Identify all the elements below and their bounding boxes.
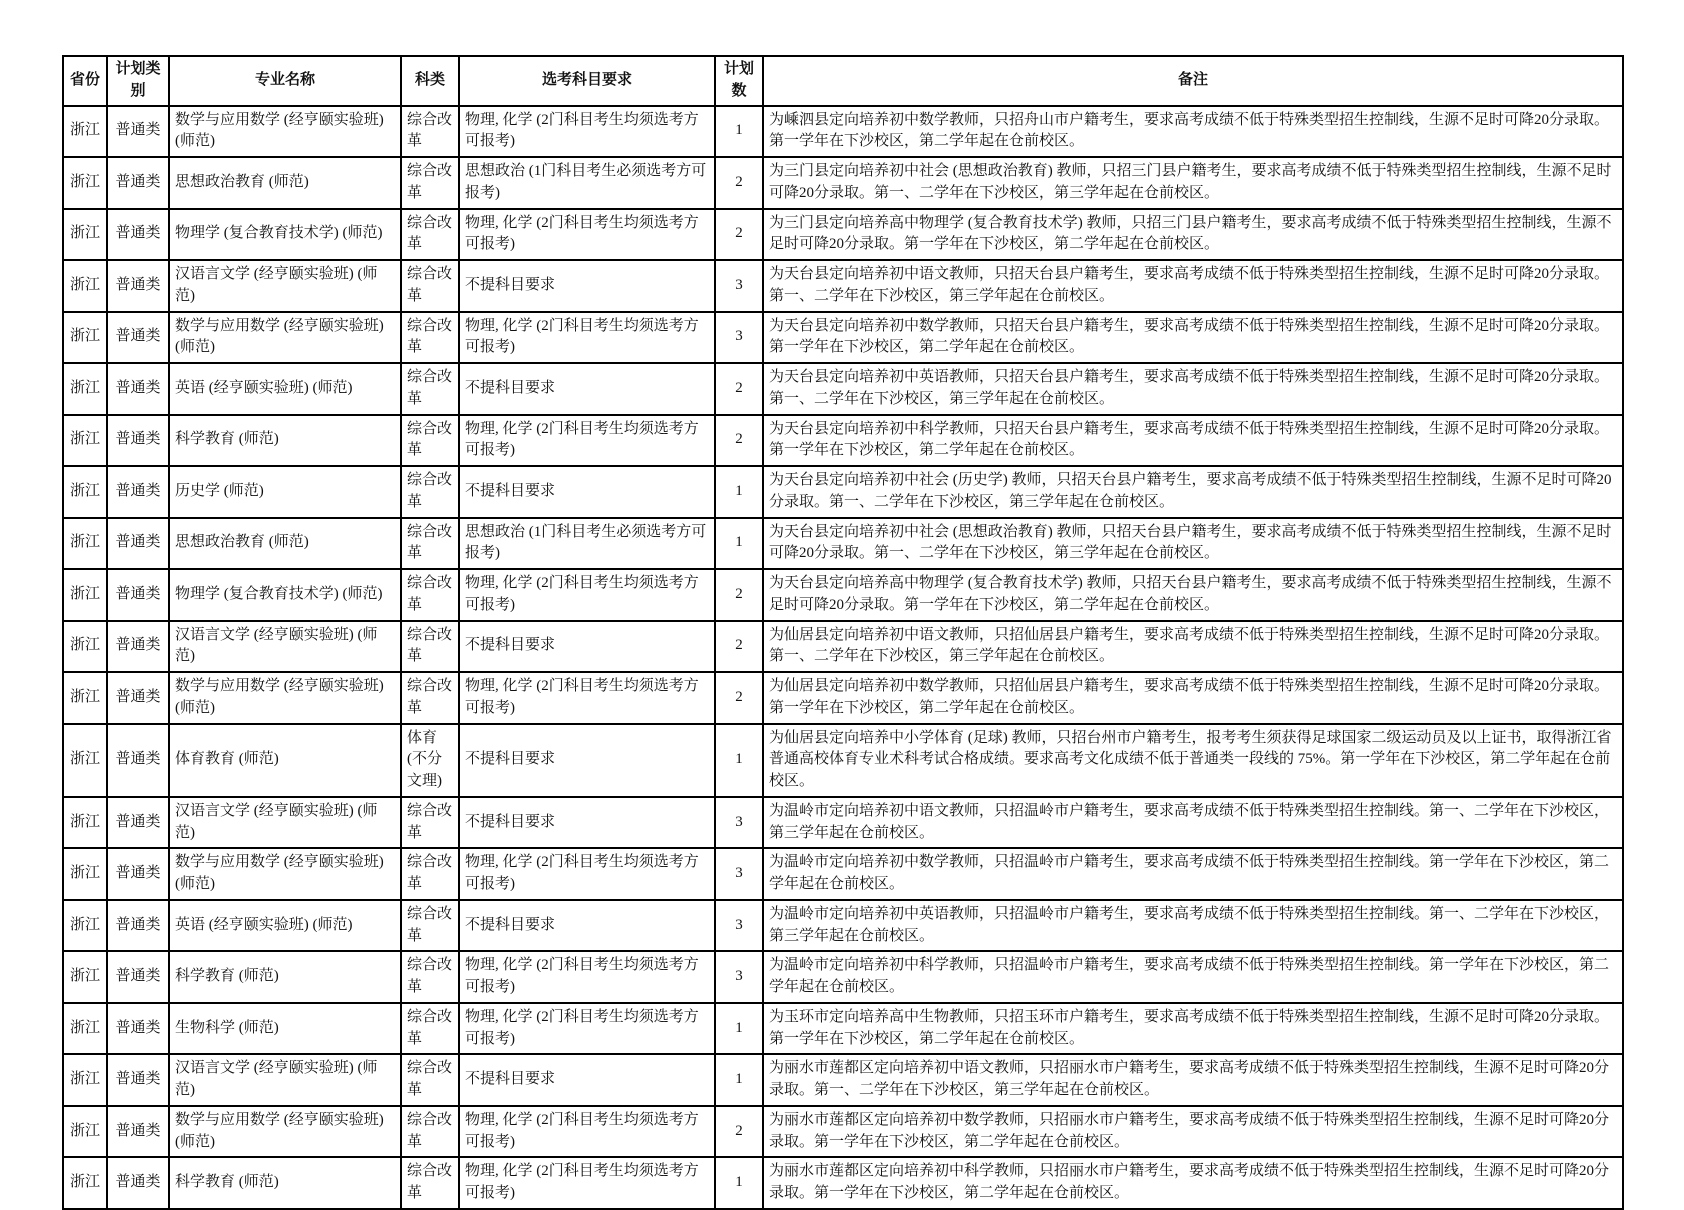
cell-province: 浙江 bbox=[63, 900, 107, 952]
cell-plan-count: 2 bbox=[715, 672, 763, 724]
cell-province: 浙江 bbox=[63, 1106, 107, 1158]
cell-major-name: 生物科学 (师范) bbox=[169, 1003, 401, 1055]
header-major-name: 专业名称 bbox=[169, 56, 401, 106]
cell-remark: 为温岭市定向培养初中语文教师，只招温岭市户籍考生，要求高考成绩不低于特殊类型招生控制线。第一、二学年在下沙校区，第三学年起在仓前校区。 bbox=[763, 797, 1623, 849]
cell-province: 浙江 bbox=[63, 672, 107, 724]
cell-remark: 为天台县定向培养初中社会 (思想政治教育) 教师，只招天台县户籍考生，要求高考成绩不低于特殊类型招生控制线，生源不足时可降20分录取。第一、二学年在下沙校区，第三学年起在仓前校区。 bbox=[763, 518, 1623, 570]
cell-subject-type: 综合改革 bbox=[401, 672, 459, 724]
cell-plan-category: 普通类 bbox=[107, 363, 169, 415]
enrollment-plan-table bbox=[62, 55, 1624, 1210]
cell-major-name: 思想政治教育 (师范) bbox=[169, 518, 401, 570]
cell-plan-count: 2 bbox=[715, 363, 763, 415]
cell-major-name: 汉语言文学 (经亨颐实验班) (师范) bbox=[169, 621, 401, 673]
cell-exam-requirement: 不提科目要求 bbox=[459, 466, 715, 518]
cell-exam-requirement: 不提科目要求 bbox=[459, 260, 715, 312]
cell-exam-requirement: 不提科目要求 bbox=[459, 900, 715, 952]
cell-plan-category: 普通类 bbox=[107, 797, 169, 849]
table-row bbox=[63, 106, 1623, 158]
table-row bbox=[63, 157, 1623, 209]
cell-plan-category: 普通类 bbox=[107, 415, 169, 467]
cell-major-name: 科学教育 (师范) bbox=[169, 415, 401, 467]
cell-exam-requirement: 物理, 化学 (2门科目考生均须选考方可报考) bbox=[459, 209, 715, 261]
cell-major-name: 数学与应用数学 (经亨颐实验班) (师范) bbox=[169, 1106, 401, 1158]
cell-exam-requirement: 物理, 化学 (2门科目考生均须选考方可报考) bbox=[459, 569, 715, 621]
cell-exam-requirement: 物理, 化学 (2门科目考生均须选考方可报考) bbox=[459, 415, 715, 467]
cell-plan-count: 2 bbox=[715, 415, 763, 467]
cell-subject-type: 综合改革 bbox=[401, 848, 459, 900]
table-row bbox=[63, 724, 1623, 797]
cell-exam-requirement: 物理, 化学 (2门科目考生均须选考方可报考) bbox=[459, 672, 715, 724]
cell-plan-count: 3 bbox=[715, 848, 763, 900]
cell-major-name: 英语 (经亨颐实验班) (师范) bbox=[169, 900, 401, 952]
cell-plan-count: 1 bbox=[715, 1003, 763, 1055]
cell-exam-requirement: 不提科目要求 bbox=[459, 1054, 715, 1106]
cell-plan-category: 普通类 bbox=[107, 1106, 169, 1158]
cell-plan-count: 2 bbox=[715, 209, 763, 261]
cell-province: 浙江 bbox=[63, 157, 107, 209]
cell-remark: 为丽水市莲都区定向培养初中语文教师，只招丽水市户籍考生，要求高考成绩不低于特殊类型招生控制线，生源不足时可降20分录取。第一、二学年在下沙校区，第三学年起在仓前校区。 bbox=[763, 1054, 1623, 1106]
cell-remark: 为三门县定向培养初中社会 (思想政治教育) 教师，只招三门县户籍考生，要求高考成绩不低于特殊类型招生控制线，生源不足时可降20分录取。第一、二学年在下沙校区，第三学年起在仓前校区。 bbox=[763, 157, 1623, 209]
cell-subject-type: 综合改革 bbox=[401, 900, 459, 952]
cell-remark: 为仙居县定向培养初中语文教师，只招仙居县户籍考生，要求高考成绩不低于特殊类型招生控制线，生源不足时可降20分录取。第一、二学年在下沙校区，第三学年起在仓前校区。 bbox=[763, 621, 1623, 673]
cell-plan-category: 普通类 bbox=[107, 569, 169, 621]
table-row bbox=[63, 518, 1623, 570]
header-subject-type: 科类 bbox=[401, 56, 459, 106]
cell-exam-requirement: 物理, 化学 (2门科目考生均须选考方可报考) bbox=[459, 1106, 715, 1158]
table-row bbox=[63, 1054, 1623, 1106]
cell-province: 浙江 bbox=[63, 1054, 107, 1106]
cell-province: 浙江 bbox=[63, 1003, 107, 1055]
cell-plan-count: 3 bbox=[715, 260, 763, 312]
cell-plan-category: 普通类 bbox=[107, 157, 169, 209]
cell-plan-count: 1 bbox=[715, 1157, 763, 1209]
cell-remark: 为三门县定向培养高中物理学 (复合教育技术学) 教师，只招三门县户籍考生，要求高考成绩不低于特殊类型招生控制线，生源不足时可降20分录取。第一学年在下沙校区，第二学年起在仓前校区。 bbox=[763, 209, 1623, 261]
cell-exam-requirement: 不提科目要求 bbox=[459, 363, 715, 415]
cell-exam-requirement: 物理, 化学 (2门科目考生均须选考方可报考) bbox=[459, 951, 715, 1003]
cell-exam-requirement: 不提科目要求 bbox=[459, 797, 715, 849]
cell-province: 浙江 bbox=[63, 1157, 107, 1209]
cell-remark: 为天台县定向培养高中物理学 (复合教育技术学) 教师，只招天台县户籍考生，要求高考成绩不低于特殊类型招生控制线，生源不足时可降20分录取。第一学年在下沙校区，第二学年起在仓前校区。 bbox=[763, 569, 1623, 621]
cell-plan-category: 普通类 bbox=[107, 848, 169, 900]
cell-remark: 为温岭市定向培养初中科学教师，只招温岭市户籍考生，要求高考成绩不低于特殊类型招生控制线。第一学年在下沙校区，第二学年起在仓前校区。 bbox=[763, 951, 1623, 1003]
cell-subject-type: 综合改革 bbox=[401, 106, 459, 158]
header-row bbox=[63, 56, 1623, 106]
table-row bbox=[63, 466, 1623, 518]
cell-remark: 为天台县定向培养初中科学教师，只招天台县户籍考生，要求高考成绩不低于特殊类型招生控制线，生源不足时可降20分录取。第一学年在下沙校区，第二学年起在仓前校区。 bbox=[763, 415, 1623, 467]
cell-remark: 为天台县定向培养初中语文教师，只招天台县户籍考生，要求高考成绩不低于特殊类型招生控制线，生源不足时可降20分录取。第一、二学年在下沙校区，第三学年起在仓前校区。 bbox=[763, 260, 1623, 312]
table-row bbox=[63, 209, 1623, 261]
cell-major-name: 汉语言文学 (经亨颐实验班) (师范) bbox=[169, 797, 401, 849]
cell-province: 浙江 bbox=[63, 621, 107, 673]
cell-plan-category: 普通类 bbox=[107, 260, 169, 312]
cell-major-name: 数学与应用数学 (经亨颐实验班) (师范) bbox=[169, 106, 401, 158]
cell-major-name: 数学与应用数学 (经亨颐实验班) (师范) bbox=[169, 848, 401, 900]
cell-province: 浙江 bbox=[63, 724, 107, 797]
table-row bbox=[63, 1106, 1623, 1158]
cell-plan-category: 普通类 bbox=[107, 951, 169, 1003]
cell-subject-type: 综合改革 bbox=[401, 1157, 459, 1209]
cell-subject-type: 综合改革 bbox=[401, 260, 459, 312]
cell-plan-count: 3 bbox=[715, 797, 763, 849]
cell-province: 浙江 bbox=[63, 106, 107, 158]
cell-remark: 为嵊泗县定向培养初中数学教师，只招舟山市户籍考生，要求高考成绩不低于特殊类型招生控制线，生源不足时可降20分录取。第一学年在下沙校区，第二学年起在仓前校区。 bbox=[763, 106, 1623, 158]
cell-subject-type: 综合改革 bbox=[401, 569, 459, 621]
cell-plan-category: 普通类 bbox=[107, 312, 169, 364]
cell-remark: 为温岭市定向培养初中英语教师，只招温岭市户籍考生，要求高考成绩不低于特殊类型招生控制线。第一、二学年在下沙校区，第三学年起在仓前校区。 bbox=[763, 900, 1623, 952]
table-row bbox=[63, 260, 1623, 312]
cell-major-name: 科学教育 (师范) bbox=[169, 951, 401, 1003]
table-row bbox=[63, 672, 1623, 724]
cell-plan-category: 普通类 bbox=[107, 724, 169, 797]
cell-province: 浙江 bbox=[63, 848, 107, 900]
cell-province: 浙江 bbox=[63, 363, 107, 415]
document-page bbox=[62, 55, 1624, 1210]
cell-major-name: 数学与应用数学 (经亨颐实验班) (师范) bbox=[169, 312, 401, 364]
cell-plan-category: 普通类 bbox=[107, 209, 169, 261]
table-row bbox=[63, 569, 1623, 621]
cell-plan-count: 1 bbox=[715, 466, 763, 518]
cell-subject-type: 综合改革 bbox=[401, 312, 459, 364]
cell-plan-category: 普通类 bbox=[107, 106, 169, 158]
cell-plan-category: 普通类 bbox=[107, 1003, 169, 1055]
cell-plan-category: 普通类 bbox=[107, 621, 169, 673]
cell-plan-category: 普通类 bbox=[107, 466, 169, 518]
cell-exam-requirement: 物理, 化学 (2门科目考生均须选考方可报考) bbox=[459, 106, 715, 158]
cell-plan-category: 普通类 bbox=[107, 900, 169, 952]
cell-plan-count: 1 bbox=[715, 106, 763, 158]
cell-subject-type: 综合改革 bbox=[401, 1003, 459, 1055]
header-plan-category: 计划类别 bbox=[107, 56, 169, 106]
cell-plan-count: 1 bbox=[715, 1054, 763, 1106]
cell-plan-category: 普通类 bbox=[107, 672, 169, 724]
cell-major-name: 英语 (经亨颐实验班) (师范) bbox=[169, 363, 401, 415]
cell-province: 浙江 bbox=[63, 260, 107, 312]
cell-subject-type: 综合改革 bbox=[401, 951, 459, 1003]
cell-remark: 为温岭市定向培养初中数学教师，只招温岭市户籍考生，要求高考成绩不低于特殊类型招生控制线。第一学年在下沙校区，第二学年起在仓前校区。 bbox=[763, 848, 1623, 900]
cell-province: 浙江 bbox=[63, 518, 107, 570]
cell-remark: 为天台县定向培养初中数学教师，只招天台县户籍考生，要求高考成绩不低于特殊类型招生控制线，生源不足时可降20分录取。第一学年在下沙校区，第二学年起在仓前校区。 bbox=[763, 312, 1623, 364]
cell-major-name: 物理学 (复合教育技术学) (师范) bbox=[169, 209, 401, 261]
cell-remark: 为仙居县定向培养中小学体育 (足球) 教师，只招台州市户籍考生，报考考生须获得足球国家二级运动员及以上证书，取得浙江省普通高校体育专业术科考试合格成绩。要求高考文化成绩不低于普通类一段线的 75%。第一学年在下沙校区，第二学年起在仓前校区。 bbox=[763, 724, 1623, 797]
cell-major-name: 数学与应用数学 (经亨颐实验班) (师范) bbox=[169, 672, 401, 724]
cell-plan-count: 3 bbox=[715, 951, 763, 1003]
cell-subject-type: 综合改革 bbox=[401, 157, 459, 209]
cell-exam-requirement: 物理, 化学 (2门科目考生均须选考方可报考) bbox=[459, 1003, 715, 1055]
cell-major-name: 体育教育 (师范) bbox=[169, 724, 401, 797]
header-remark: 备注 bbox=[763, 56, 1623, 106]
cell-subject-type: 综合改革 bbox=[401, 518, 459, 570]
cell-plan-count: 2 bbox=[715, 621, 763, 673]
cell-plan-category: 普通类 bbox=[107, 1157, 169, 1209]
table-row bbox=[63, 415, 1623, 467]
cell-major-name: 汉语言文学 (经亨颐实验班) (师范) bbox=[169, 260, 401, 312]
cell-subject-type: 综合改革 bbox=[401, 415, 459, 467]
table-row bbox=[63, 797, 1623, 849]
table-row bbox=[63, 312, 1623, 364]
cell-subject-type: 体育(不分文理) bbox=[401, 724, 459, 797]
cell-subject-type: 综合改革 bbox=[401, 621, 459, 673]
header-plan-count: 计划数 bbox=[715, 56, 763, 106]
cell-province: 浙江 bbox=[63, 466, 107, 518]
table-row bbox=[63, 363, 1623, 415]
cell-exam-requirement: 思想政治 (1门科目考生必须选考方可报考) bbox=[459, 157, 715, 209]
cell-remark: 为丽水市莲都区定向培养初中数学教师，只招丽水市户籍考生，要求高考成绩不低于特殊类型招生控制线，生源不足时可降20分录取。第一学年在下沙校区，第二学年起在仓前校区。 bbox=[763, 1106, 1623, 1158]
table-row bbox=[63, 900, 1623, 952]
table-row bbox=[63, 848, 1623, 900]
table-row bbox=[63, 1003, 1623, 1055]
cell-subject-type: 综合改革 bbox=[401, 363, 459, 415]
cell-plan-category: 普通类 bbox=[107, 1054, 169, 1106]
table-row bbox=[63, 621, 1623, 673]
header-exam-requirement: 选考科目要求 bbox=[459, 56, 715, 106]
table-row bbox=[63, 951, 1623, 1003]
cell-exam-requirement: 物理, 化学 (2门科目考生均须选考方可报考) bbox=[459, 312, 715, 364]
cell-major-name: 历史学 (师范) bbox=[169, 466, 401, 518]
cell-province: 浙江 bbox=[63, 569, 107, 621]
cell-major-name: 物理学 (复合教育技术学) (师范) bbox=[169, 569, 401, 621]
cell-major-name: 科学教育 (师范) bbox=[169, 1157, 401, 1209]
cell-province: 浙江 bbox=[63, 415, 107, 467]
cell-plan-count: 3 bbox=[715, 312, 763, 364]
cell-subject-type: 综合改革 bbox=[401, 209, 459, 261]
table-row bbox=[63, 1157, 1623, 1209]
cell-plan-count: 1 bbox=[715, 724, 763, 797]
cell-plan-count: 2 bbox=[715, 157, 763, 209]
cell-exam-requirement: 思想政治 (1门科目考生必须选考方可报考) bbox=[459, 518, 715, 570]
cell-province: 浙江 bbox=[63, 209, 107, 261]
cell-plan-count: 2 bbox=[715, 1106, 763, 1158]
cell-exam-requirement: 物理, 化学 (2门科目考生均须选考方可报考) bbox=[459, 848, 715, 900]
cell-subject-type: 综合改革 bbox=[401, 1054, 459, 1106]
cell-remark: 为丽水市莲都区定向培养初中科学教师，只招丽水市户籍考生，要求高考成绩不低于特殊类型招生控制线，生源不足时可降20分录取。第一学年在下沙校区，第二学年起在仓前校区。 bbox=[763, 1157, 1623, 1209]
cell-plan-count: 2 bbox=[715, 569, 763, 621]
cell-exam-requirement: 不提科目要求 bbox=[459, 621, 715, 673]
cell-province: 浙江 bbox=[63, 312, 107, 364]
cell-remark: 为天台县定向培养初中英语教师，只招天台县户籍考生，要求高考成绩不低于特殊类型招生控制线，生源不足时可降20分录取。第一、二学年在下沙校区，第三学年起在仓前校区。 bbox=[763, 363, 1623, 415]
cell-remark: 为玉环市定向培养高中生物教师，只招玉环市户籍考生，要求高考成绩不低于特殊类型招生控制线，生源不足时可降20分录取。第一学年在下沙校区，第二学年起在仓前校区。 bbox=[763, 1003, 1623, 1055]
table-header bbox=[63, 56, 1623, 106]
cell-plan-count: 3 bbox=[715, 900, 763, 952]
cell-remark: 为天台县定向培养初中社会 (历史学) 教师，只招天台县户籍考生，要求高考成绩不低于特殊类型招生控制线，生源不足时可降20分录取。第一、二学年在下沙校区，第三学年起在仓前校区。 bbox=[763, 466, 1623, 518]
cell-subject-type: 综合改革 bbox=[401, 1106, 459, 1158]
table-body bbox=[63, 106, 1623, 1209]
cell-subject-type: 综合改革 bbox=[401, 466, 459, 518]
cell-province: 浙江 bbox=[63, 797, 107, 849]
cell-major-name: 思想政治教育 (师范) bbox=[169, 157, 401, 209]
cell-province: 浙江 bbox=[63, 951, 107, 1003]
cell-exam-requirement: 物理, 化学 (2门科目考生均须选考方可报考) bbox=[459, 1157, 715, 1209]
header-province: 省份 bbox=[63, 56, 107, 106]
cell-subject-type: 综合改革 bbox=[401, 797, 459, 849]
cell-plan-count: 1 bbox=[715, 518, 763, 570]
cell-exam-requirement: 不提科目要求 bbox=[459, 724, 715, 797]
cell-remark: 为仙居县定向培养初中数学教师，只招仙居县户籍考生，要求高考成绩不低于特殊类型招生控制线，生源不足时可降20分录取。第一学年在下沙校区，第二学年起在仓前校区。 bbox=[763, 672, 1623, 724]
cell-major-name: 汉语言文学 (经亨颐实验班) (师范) bbox=[169, 1054, 401, 1106]
cell-plan-category: 普通类 bbox=[107, 518, 169, 570]
